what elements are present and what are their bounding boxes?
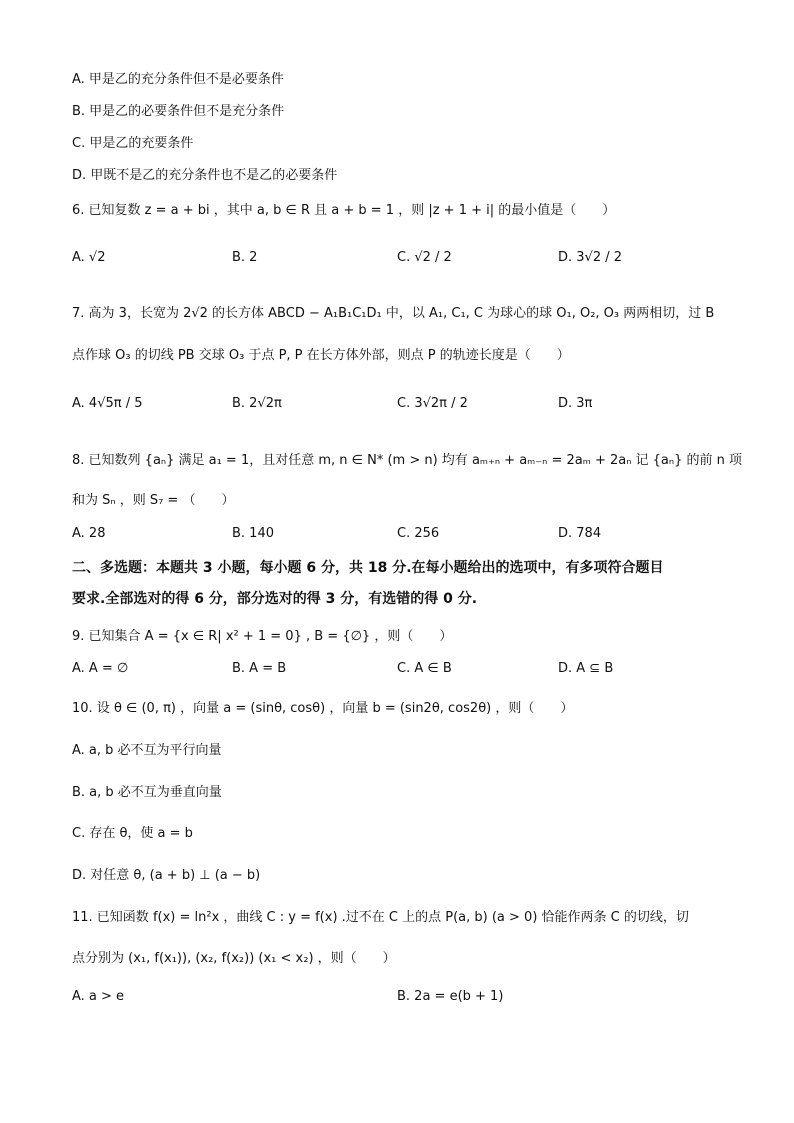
q9-option-c: C. A ∈ B xyxy=(397,661,452,676)
q5-option-a: A. 甲是乙的充分条件但不是必要条件 xyxy=(72,72,284,87)
q11-option-b: B. 2a = e(b + 1) xyxy=(397,989,504,1004)
q6-option-b: B. 2 xyxy=(232,250,258,265)
q7-stem-line-1: 7. 高为 3，长宽为 2√2 的长方体 ABCD − A₁B₁C₁D₁ 中，以 A₁, C₁, C 为球心的球 O₁, O₂, O₃ 两两相切，过 B xyxy=(72,306,715,321)
q7-options xyxy=(72,396,732,426)
q10-option-c: C. 存在 θ，使 a = b xyxy=(72,826,193,841)
q10-option-b: B. a, b 必不互为垂直向量 xyxy=(72,785,222,800)
q7-option-c: C. 3√2π / 2 xyxy=(397,396,468,411)
q9-stem: 9. 已知集合 A = {x ∈ R| x² + 1 = 0} , B = {∅} ，则（ ） xyxy=(72,629,453,644)
q6-option-c: C. √2 / 2 xyxy=(397,250,452,265)
q9-option-d: D. A ⊆ B xyxy=(558,661,614,676)
section-2-line-2: 要求.全部选对的得 6 分，部分选对的得 3 分，有选错的得 0 分. xyxy=(72,591,478,607)
q8-options xyxy=(72,526,732,556)
q5-option-d: D. 甲既不是乙的充分条件也不是乙的必要条件 xyxy=(72,168,338,183)
q10-stem: 10. 设 θ ∈ (0, π) ，向量 a = (sinθ, cosθ) ，向量 b = (sin2θ, cos2θ) ，则（ ） xyxy=(72,701,574,716)
q11-stem-line-1: 11. 已知函数 f(x) = ln²x ，曲线 C : y = f(x) .过不在 C 上的点 P(a, b) (a > 0) 恰能作两条 C 的切线，切 xyxy=(72,910,689,925)
q11-stem-line-2: 点分别为 (x₁, f(x₁)), (x₂, f(x₂)) (x₁ < x₂) ，则（ ） xyxy=(72,951,396,966)
q9-options xyxy=(72,661,732,691)
q5-option-c: C. 甲是乙的充要条件 xyxy=(72,136,194,151)
section-2-line-1: 二、多选题：本题共 3 小题，每小题 6 分，共 18 分.在每小题给出的选项中，有多项符合题目 xyxy=(72,560,664,576)
q6-option-a: A. √2 xyxy=(72,250,106,265)
q5-option-b: B. 甲是乙的必要条件但不是充分条件 xyxy=(72,104,285,119)
q10-option-d: D. 对任意 θ, (a + b) ⊥ (a − b) xyxy=(72,868,261,883)
q7-option-a: A. 4√5π / 5 xyxy=(72,396,143,411)
q8-option-a: A. 28 xyxy=(72,526,106,541)
q8-stem-line-2: 和为 Sₙ ，则 S₇ = （ ） xyxy=(72,493,235,508)
q6-stem: 6. 已知复数 z = a + bi ，其中 a, b ∈ R 且 a + b = 1 ，则 |z + 1 + i| 的最小值是（ ） xyxy=(72,203,616,218)
q6-option-d: D. 3√2 / 2 xyxy=(558,250,623,265)
q8-option-c: C. 256 xyxy=(397,526,440,541)
q7-option-b: B. 2√2π xyxy=(232,396,282,411)
q8-option-d: D. 784 xyxy=(558,526,602,541)
q8-stem-line-1: 8. 已知数列 {aₙ} 满足 a₁ = 1，且对任意 m, n ∈ N* (m > n) 均有 aₘ₊ₙ + aₘ₋ₙ = 2aₘ + 2aₙ 记 {aₙ} 的前 n 项 xyxy=(72,453,742,468)
q11-options xyxy=(72,989,732,1019)
q11-option-a: A. a > e xyxy=(72,989,125,1004)
q7-stem-line-2: 点作球 O₃ 的切线 PB 交球 O₃ 于点 P, P 在长方体外部，则点 P 的轨迹长度是（ ） xyxy=(72,348,570,363)
q10-option-a: A. a, b 必不互为平行向量 xyxy=(72,743,222,758)
q8-option-b: B. 140 xyxy=(232,526,274,541)
q9-option-a: A. A = ∅ xyxy=(72,661,129,676)
q7-option-d: D. 3π xyxy=(558,396,593,411)
q6-options xyxy=(72,250,732,280)
q9-option-b: B. A = B xyxy=(232,661,287,676)
